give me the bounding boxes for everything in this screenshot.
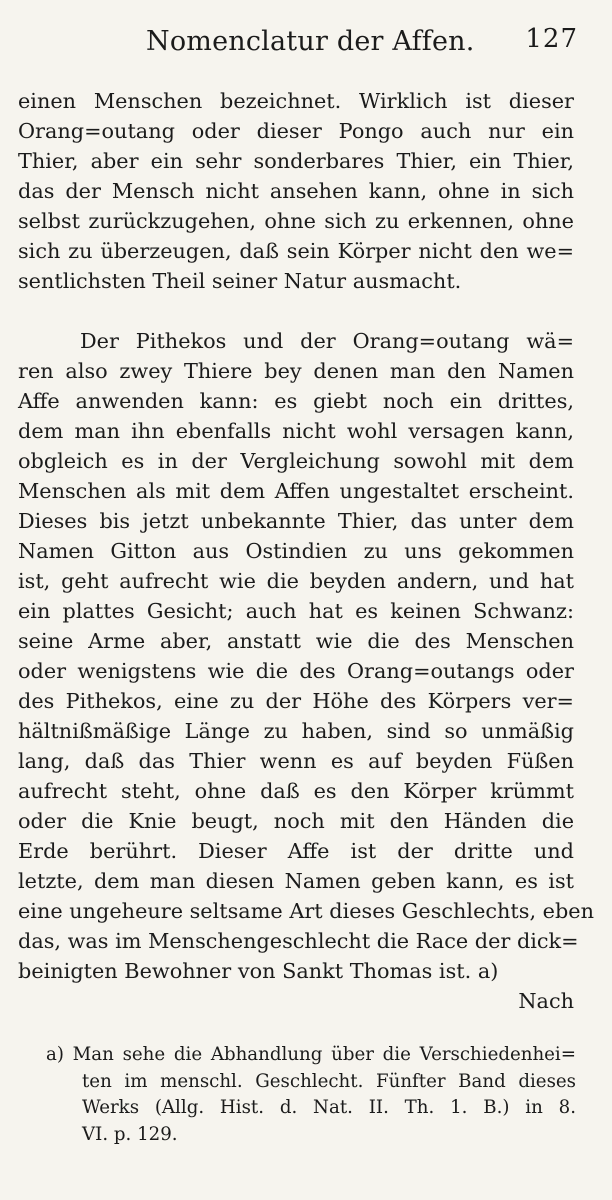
text-line: Thier, aber ein sehr sonderbares Thier, ein Thier, bbox=[18, 149, 574, 173]
paragraph-gap bbox=[18, 296, 574, 326]
text-line: das der Mensch nicht ansehen kann, ohne in sich bbox=[18, 179, 574, 203]
text-line: hältnißmäßige Länge zu haben, sind so unmäßig bbox=[18, 719, 574, 743]
page-header bbox=[16, 22, 596, 62]
text-line: des Pithekos, eine zu der Höhe des Körpers ver= bbox=[18, 689, 574, 713]
running-title: Nomenclatur der Affen. bbox=[146, 26, 475, 57]
text-line: ein plattes Gesicht; auch hat es keinen Schwanz: bbox=[18, 599, 574, 623]
text-line: obgleich es in der Vergleichung sowohl mit dem bbox=[18, 449, 574, 473]
text-line: ren also zwey Thiere bey denen man den Namen bbox=[18, 359, 574, 383]
text-line: seine Arme aber, anstatt wie die des Menschen bbox=[18, 629, 574, 653]
text-line: sich zu überzeugen, daß sein Körper nicht den we= bbox=[18, 239, 574, 263]
paragraph-1 bbox=[18, 86, 574, 296]
text-line: Orang=outang oder dieser Pongo auch nur ein bbox=[18, 119, 574, 143]
text-line: dem man ihn ebenfalls nicht wohl versagen kann, bbox=[18, 419, 574, 443]
text-line: oder die Knie beugt, noch mit den Händen die bbox=[18, 809, 574, 833]
footnote-line: Werks (Allg. Hist. d. Nat. II. Th. 1. B.) in 8. bbox=[82, 1097, 576, 1118]
text-line: lang, daß das Thier wenn es auf beyden Füßen bbox=[18, 749, 574, 773]
text-line: Namen Gitton aus Ostindien zu uns gekommen bbox=[18, 539, 574, 563]
text-line: sentlichsten Theil seiner Natur ausmacht. bbox=[18, 269, 462, 293]
text-line: letzte, dem man diesen Namen geben kann, es ist bbox=[18, 869, 574, 893]
text-line: beinigten Bewohner von Sankt Thomas ist. a) bbox=[18, 959, 499, 983]
text-line: ist, geht aufrecht wie die beyden andern, und hat bbox=[18, 569, 574, 593]
body-text bbox=[18, 86, 595, 1016]
text-line: das, was im Menschengeschlecht die Race der dick= bbox=[18, 929, 579, 953]
text-line: Menschen als mit dem Affen ungestaltet erscheint. bbox=[18, 479, 574, 503]
footnote-line: VI. p. 129. bbox=[82, 1123, 178, 1145]
footnote-line: a) Man sehe die Abhandlung über die Verschiedenhei= bbox=[46, 1044, 576, 1065]
footnote bbox=[46, 1042, 576, 1148]
text-line: Affe anwenden kann: es giebt noch ein drittes, bbox=[18, 389, 574, 413]
text-line: Erde berührt. Dieser Affe ist der dritte und bbox=[18, 839, 574, 863]
text-line: Der Pithekos und der Orang=outang wä= bbox=[80, 329, 574, 353]
footnote-line: ten im menschl. Geschlecht. Fünfter Band dieses bbox=[82, 1070, 576, 1092]
text-line: eine ungeheure seltsame Art dieses Geschlechts, eben bbox=[18, 899, 595, 923]
text-line: selbst zurückzugehen, ohne sich zu erkennen, ohne bbox=[18, 209, 574, 233]
page-number: 127 bbox=[525, 24, 578, 54]
text-line: einen Menschen bezeichnet. Wirklich ist dieser bbox=[18, 89, 574, 113]
text-line: aufrecht steht, ohne daß es den Körper krümmt bbox=[18, 779, 574, 803]
catchword: Nach bbox=[518, 989, 574, 1013]
text-line: Dieses bis jetzt unbekannte Thier, das unter dem bbox=[18, 509, 574, 533]
text-line: oder wenigstens wie die des Orang=outangs oder bbox=[18, 659, 574, 683]
paragraph-2 bbox=[18, 326, 595, 986]
